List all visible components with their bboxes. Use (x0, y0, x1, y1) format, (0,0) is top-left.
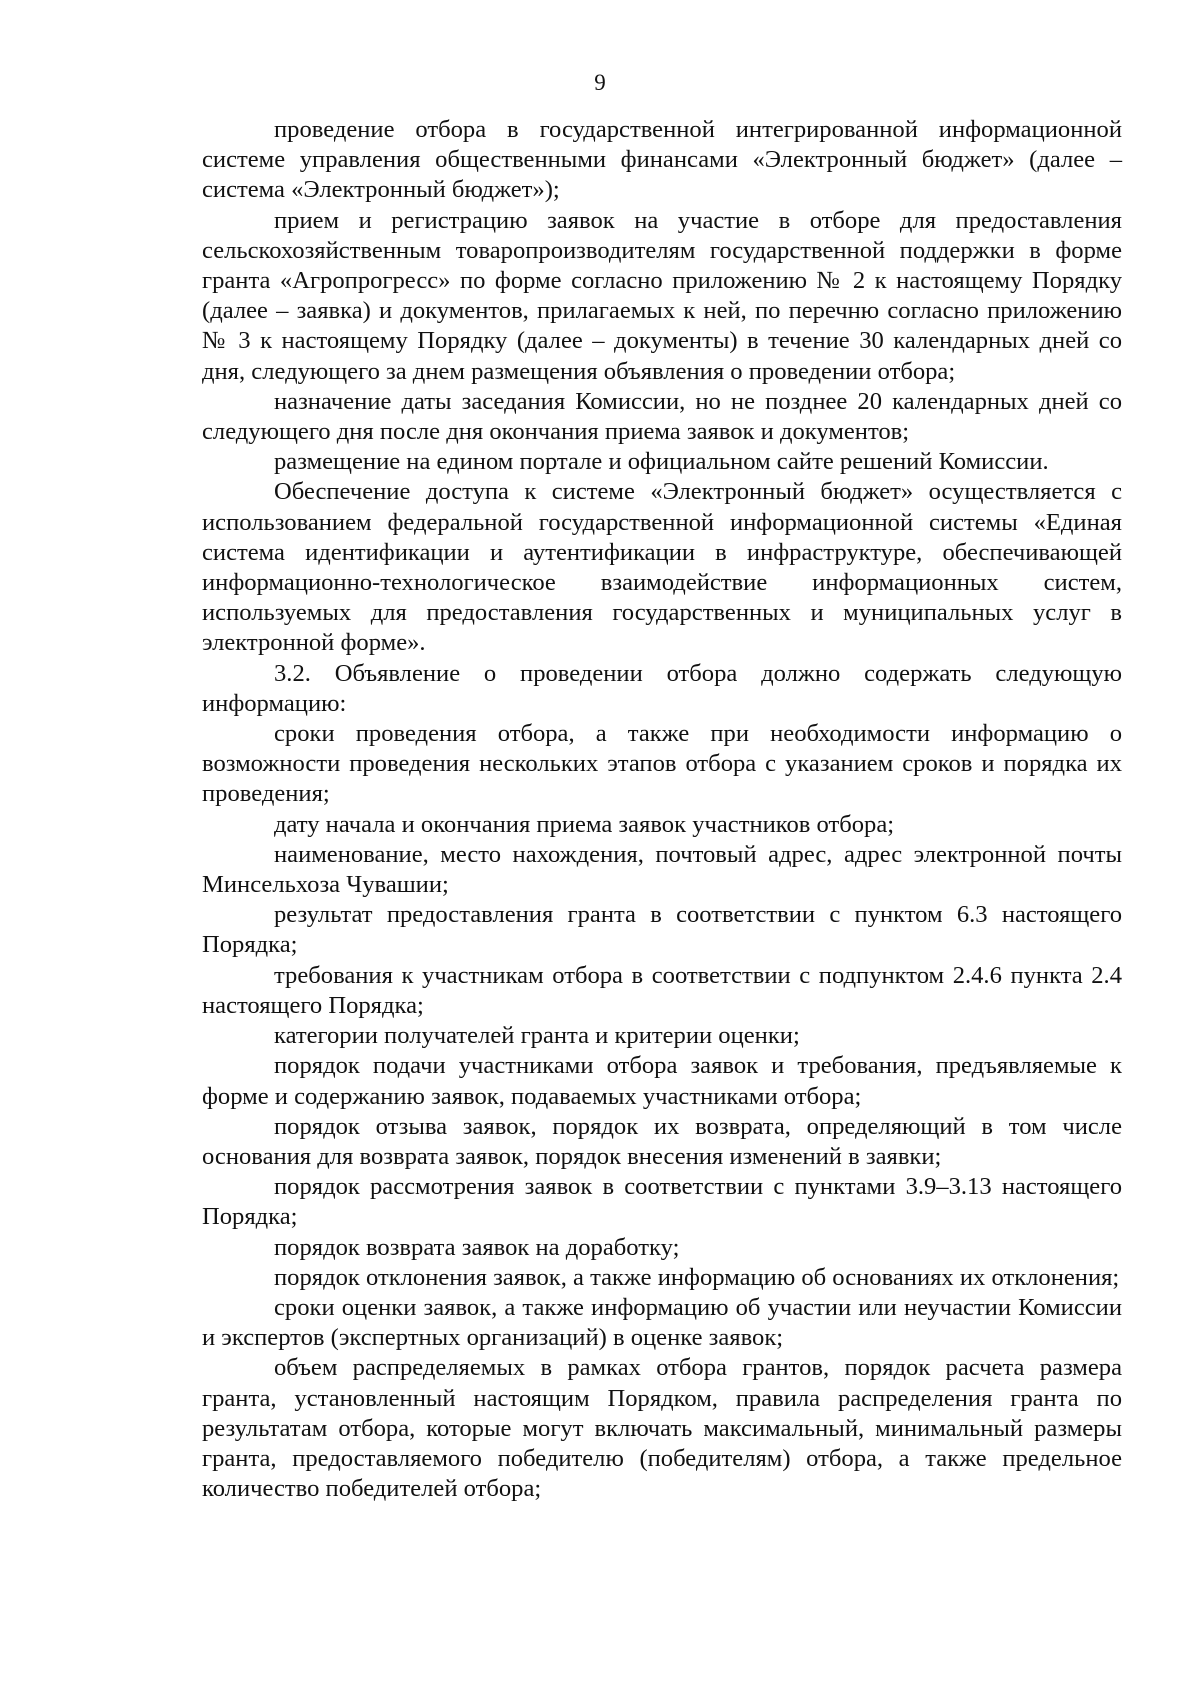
paragraph-3: назначение даты заседания Комиссии, но не позднее 20 календарных дней со следующего дня после дня окончания приема заявок и документов; (202, 387, 1122, 446)
paragraph-7: сроки проведения отбора, а также при необходимости информацию о возможности проведения нескольких этапов отбора с указанием сроков и порядка их проведения; (202, 720, 1122, 808)
paragraph-5: Обеспечение доступа к системе «Электронный бюджет» осуществляется с использованием федеральной государственной информационной системы «Единая система идентификации и аутентификации в инфраструктуре, обеспечивающей информационно-технологическое взаимодействие информационных систем, используемых для предоставления государственных и муниципальных услуг в электронной форме». (202, 478, 1122, 657)
paragraph-6: 3.2. Объявление о проведении отбора должно содержать следующую информацию: (202, 659, 1122, 717)
paragraph-4: размещение на едином портале и официальном сайте решений Комиссии. (274, 448, 1049, 476)
document-body (202, 115, 1122, 1504)
paragraph-8: дату начала и окончания приема заявок участников отбора; (274, 810, 895, 838)
paragraph-11: требования к участникам отбора в соответствии с подпунктом 2.4.6 пункта 2.4 настоящего Порядка; (202, 961, 1122, 1019)
paragraph-15: порядок рассмотрения заявок в соответствии с пунктами 3.9–3.13 настоящего Порядка; (202, 1173, 1122, 1231)
paragraph-16: порядок возврата заявок на доработку; (274, 1233, 680, 1261)
paragraph-1: проведение отбора в государственной интегрированной информационной системе управления общественными финансами «Электронный бюджет» (далее – система «Электронный бюджет»); (202, 116, 1122, 204)
paragraph-14: порядок отзыва заявок, порядок их возврата, определяющий в том числе основания для возврата заявок, порядок внесения изменений в заявки; (202, 1112, 1122, 1170)
paragraph-10: результат предоставления гранта в соответствии с пунктом 6.3 настоящего Порядка; (202, 901, 1122, 959)
paragraph-2: прием и регистрацию заявок на участие в отборе для предоставления сельскохозяйственным товаропроизводителям государственной поддержки в форме гранта «Агропрогресс» по форме согласно приложению № 2 к настоящему Порядку (далее – заявка) и документов, прилагаемых к ней, по перечню согласно приложению № 3 к настоящему Порядку (далее – документы) в течение 30 календарных дней со дня, следующего за днем размещения объявления о проведении отбора; (202, 206, 1122, 385)
paragraph-13: порядок подачи участниками отбора заявок и требования, предъявляемые к форме и содержанию заявок, подаваемых участниками отбора; (202, 1052, 1122, 1110)
paragraph-12: категории получателей гранта и критерии оценки; (274, 1022, 800, 1050)
paragraph-19: объем распределяемых в рамках отбора грантов, порядок расчета размера гранта, установленный настоящим Порядком, правила распределения гранта по результатам отбора, которые могут включать максимальный, минимальный размеры гранта, предоставляемого победителю (победителям) отбора, а также предельное количество победителей отбора; (202, 1354, 1122, 1503)
paragraph-17: порядок отклонения заявок, а также информацию об основаниях их отклонения; (274, 1263, 1120, 1291)
paragraph-18: сроки оценки заявок, а также информацию об участии или неучастии Комиссии и экспертов (экспертных организаций) в оценке заявок; (202, 1293, 1122, 1352)
paragraph-9: наименование, место нахождения, почтовый адрес, адрес электронной почты Минсельхоза Чувашии; (202, 840, 1122, 899)
page-number: 9 (594, 70, 606, 95)
